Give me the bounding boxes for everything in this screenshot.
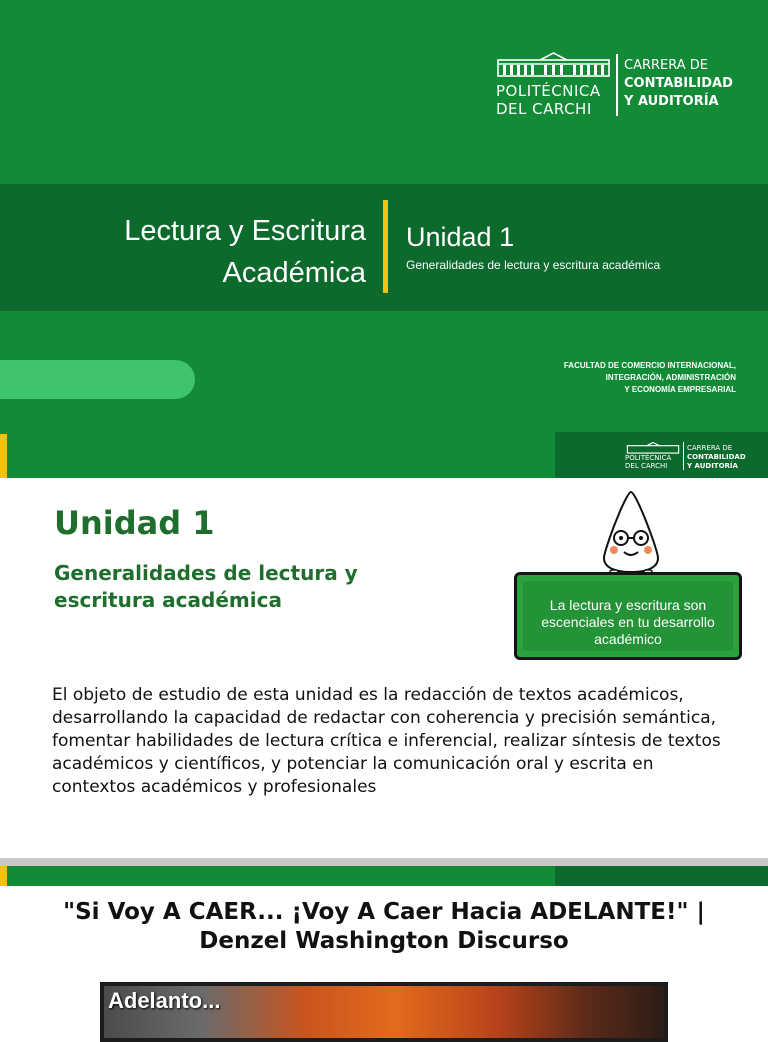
faculty-line2: INTEGRACIÓN, ADMINISTRACIÓN	[605, 373, 736, 382]
building-icon	[496, 52, 611, 78]
video-border	[100, 982, 668, 1042]
content-unit-title: Unidad 1	[54, 504, 215, 542]
message-board	[514, 572, 742, 660]
logo-text-line1: POLITÉCNICA	[496, 82, 601, 100]
cover-slide	[0, 0, 768, 478]
message-board-inner	[523, 581, 733, 651]
footer-logo-line2: DEL CARCHI	[625, 462, 668, 470]
footer-logo-divider	[683, 442, 684, 470]
video-title: "Si Voy A CAER... ¡Voy A Caer Hacia ADELANTE!" | Denzel Washington Discurso	[63, 899, 705, 954]
video-thumbnail[interactable]	[100, 982, 668, 1042]
footer-logo-line1: POLITÉCNICA	[625, 454, 672, 462]
yellow-accent	[0, 434, 7, 478]
logo-divider	[616, 54, 618, 116]
course-title-line1: Lectura y Escritura	[124, 215, 366, 247]
faculty-name	[436, 360, 736, 396]
title-band	[0, 184, 768, 311]
content-subtitle: Generalidades de lectura y escritura académica	[54, 561, 358, 612]
course-title-line2: Académica	[222, 257, 366, 289]
decorative-pill	[0, 360, 195, 399]
footer-career-2: CONTABILIDAD	[687, 453, 746, 461]
career-label-1: CARRERA DE	[624, 58, 709, 73]
message-board-text: La lectura y escritura son escenciales en tu desarrollo académico	[541, 597, 715, 647]
faculty-line3: Y ECONOMÍA EMPRESARIAL	[624, 385, 736, 394]
slide-header-strip-dark	[555, 866, 768, 886]
footer-logo	[625, 442, 765, 472]
slide-separator	[0, 858, 768, 866]
content-slide	[0, 478, 768, 858]
building-icon	[625, 442, 681, 454]
mascot-icon	[596, 490, 666, 582]
unit-description: El objeto de estudio de esta unidad es la redacción de textos académicos, desarrollando la capacidad de redactar con coherencia y precisión semántica, fomentar habilidades de lectura crítica e inferencial, realizar síntesis de textos académicos y científicos, y potenciar la comunicación oral y escrita en contextos académicos y profesionales	[52, 685, 721, 797]
faculty-line1: FACULTAD DE COMERCIO INTERNACIONAL,	[563, 361, 736, 370]
course-title	[26, 210, 366, 294]
unit-title: Unidad 1	[406, 222, 515, 252]
title-divider	[383, 200, 388, 293]
footer-career-3: Y AUDITORÍA	[687, 462, 738, 470]
video-thumbnail-label: Adelanto...	[108, 988, 221, 1013]
yellow-accent	[0, 866, 7, 886]
logo-text-line2: DEL CARCHI	[496, 100, 592, 118]
footer-career-1: CARRERA DE	[687, 444, 733, 452]
career-label-2: CONTABILIDAD	[624, 76, 733, 91]
unit-subtitle: Generalidades de lectura y escritura académica	[406, 258, 661, 272]
institution-logo	[496, 52, 746, 122]
footer-logo-box	[555, 432, 768, 478]
career-label-3: Y AUDITORÍA	[624, 94, 719, 109]
